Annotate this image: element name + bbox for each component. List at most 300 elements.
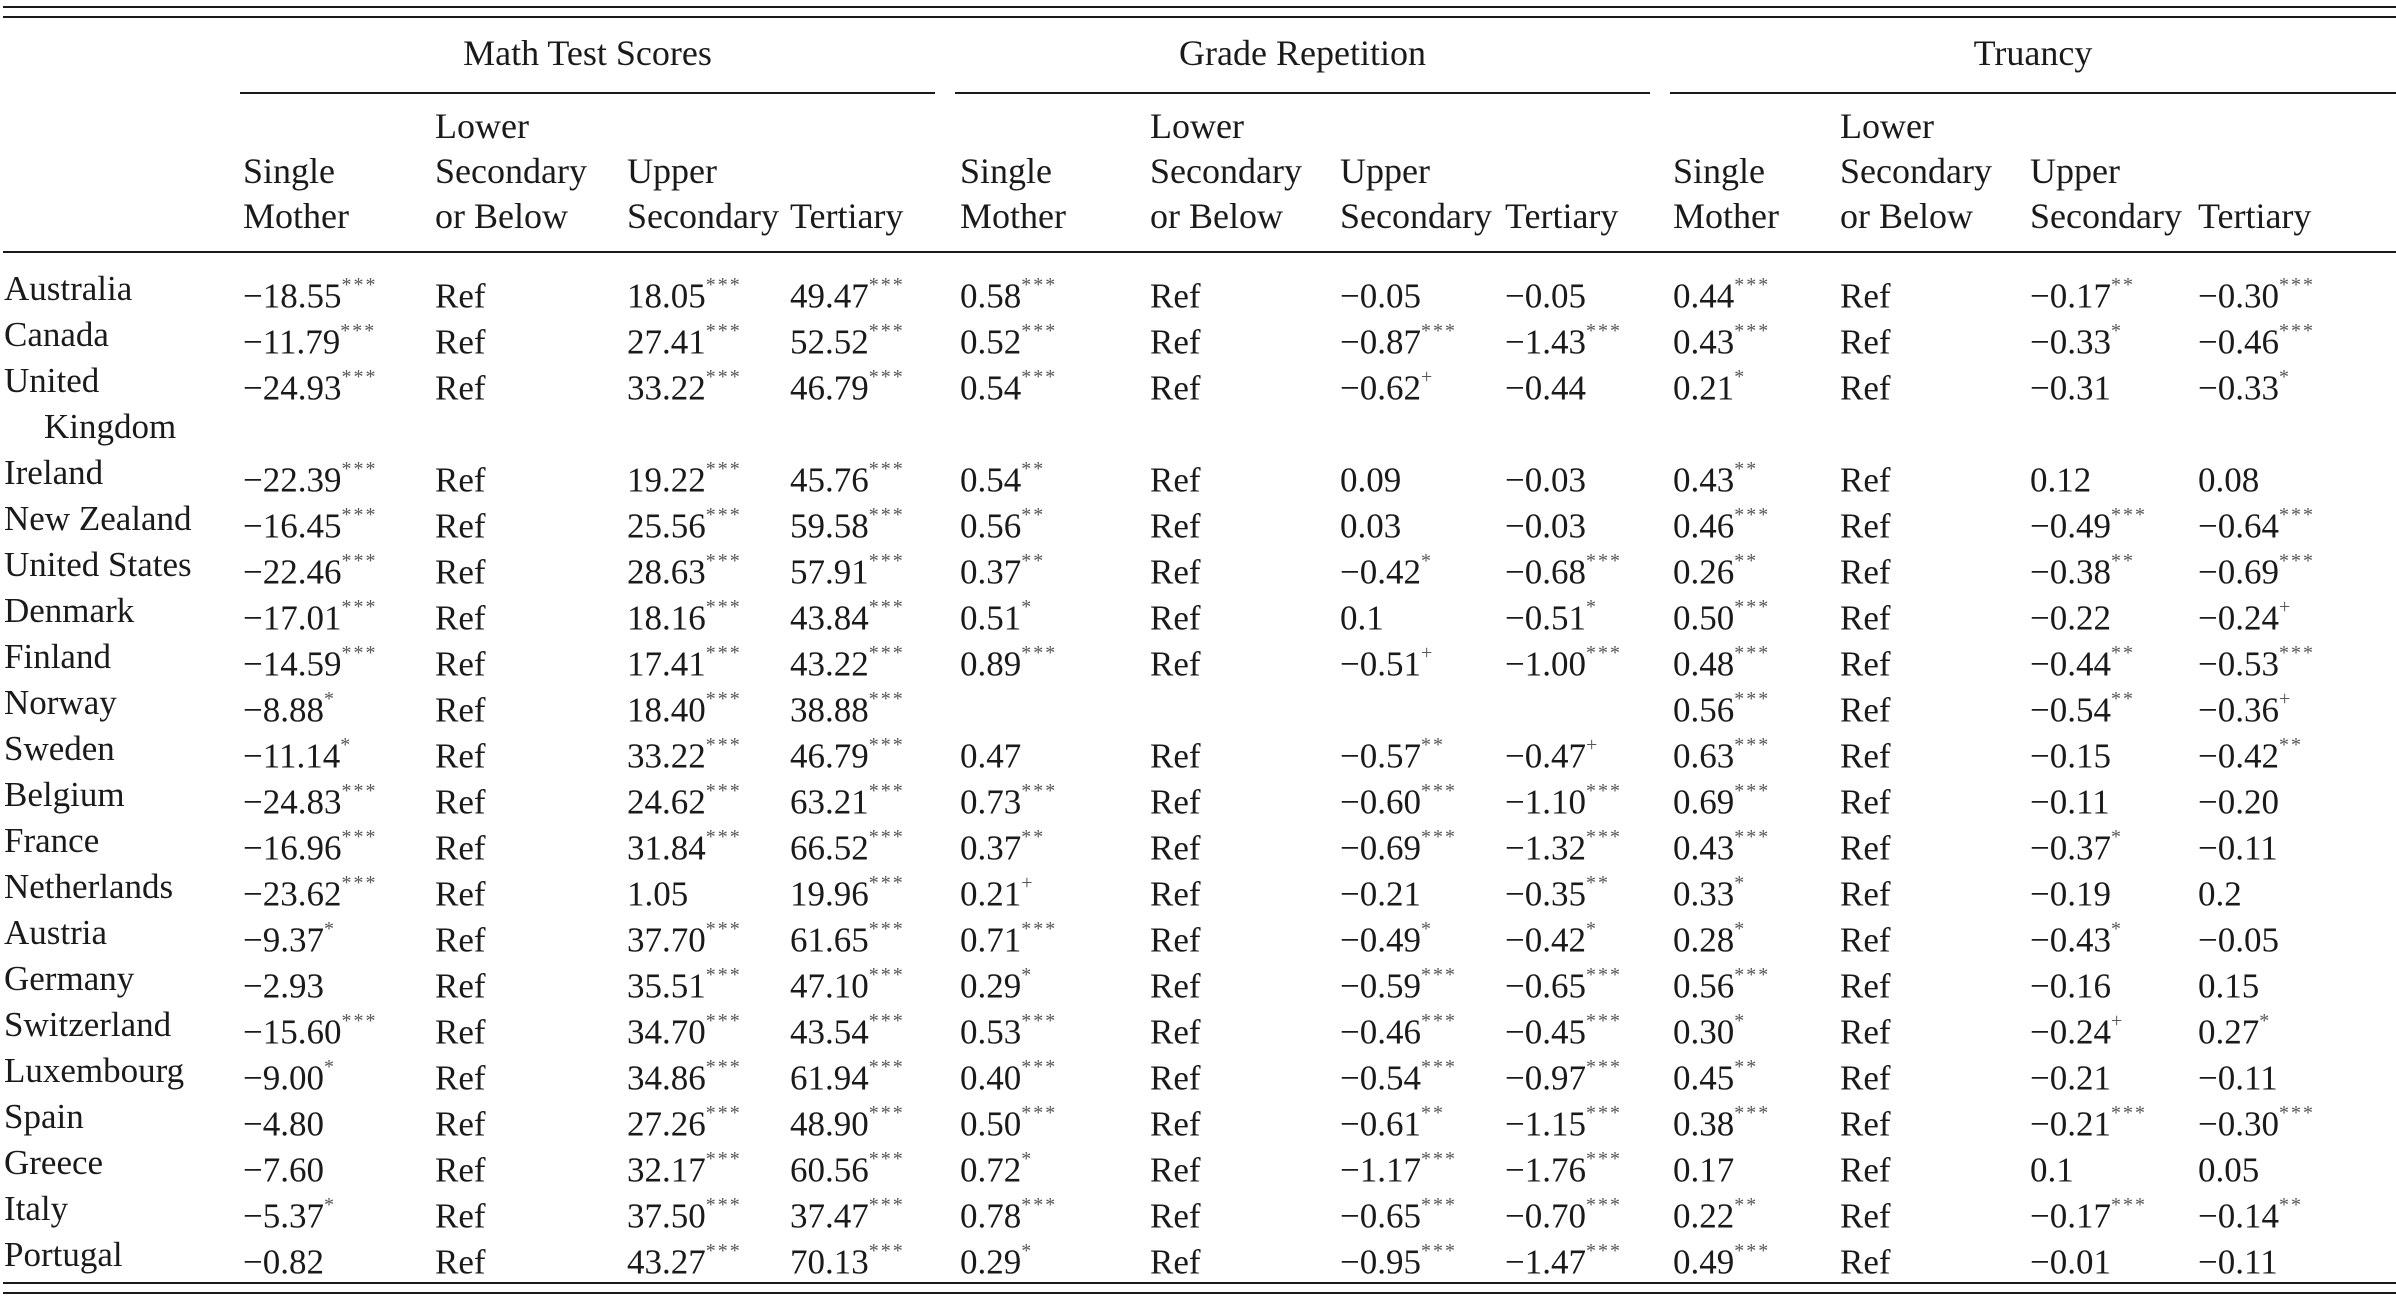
cell-g-tertiary xyxy=(1505,358,1586,412)
significance-marker: * xyxy=(340,734,353,756)
cell-value: Ref xyxy=(1840,552,1891,592)
cell-value: −0.14 xyxy=(2198,1196,2279,1236)
cell-value: −11.79 xyxy=(243,322,341,362)
cell-value: Ref xyxy=(435,920,486,960)
significance-marker: + xyxy=(1021,872,1035,894)
significance-marker: *** xyxy=(1734,274,1771,296)
cell-t-tertiary xyxy=(2198,1232,2278,1286)
cell-value: 0.37 xyxy=(960,828,1022,868)
country-label: Luxembourg xyxy=(4,1051,185,1090)
cell-value: Ref xyxy=(1840,368,1891,408)
significance-marker: *** xyxy=(705,826,742,848)
cell-value: 0.29 xyxy=(960,1242,1022,1282)
cell-value: Ref xyxy=(1150,1058,1201,1098)
significance-marker: *** xyxy=(1734,964,1771,986)
significance-marker: *** xyxy=(2279,274,2315,296)
cell-value: −0.21 xyxy=(2030,1104,2111,1144)
significance-marker: *** xyxy=(1586,780,1622,802)
significance-marker: ** xyxy=(1734,1194,1759,1216)
significance-marker: *** xyxy=(2279,642,2315,664)
cell-value: 0.78 xyxy=(960,1196,1022,1236)
significance-marker: *** xyxy=(1734,688,1771,710)
significance-marker: *** xyxy=(705,688,742,710)
cell-value: 0.89 xyxy=(960,644,1022,684)
cell-g-single-mother xyxy=(960,634,1057,688)
cell-value: −0.22 xyxy=(2030,598,2111,638)
significance-marker: *** xyxy=(1734,826,1771,848)
cell-value: Ref xyxy=(1150,644,1201,684)
cell-value: −0.82 xyxy=(243,1242,324,1282)
significance-marker: *** xyxy=(868,320,905,342)
significance-marker: * xyxy=(1021,1240,1034,1262)
significance-marker: *** xyxy=(868,688,905,710)
cell-t-lower-secondary xyxy=(1840,1232,1891,1286)
cell-value: −0.54 xyxy=(1340,1058,1421,1098)
cell-value: Ref xyxy=(1840,644,1891,684)
significance-marker: *** xyxy=(2279,1102,2315,1124)
country-label: Norway xyxy=(4,683,117,722)
cell-value: −0.51 xyxy=(1505,598,1586,638)
cell-value: Ref xyxy=(435,322,486,362)
cell-value: 0.49 xyxy=(1673,1242,1735,1282)
cell-value: −7.60 xyxy=(243,1150,324,1190)
significance-marker: *** xyxy=(1021,780,1058,802)
header-bottom-rule xyxy=(3,251,2396,253)
cell-value: 63.21 xyxy=(790,782,869,822)
significance-marker: *** xyxy=(705,366,742,388)
significance-marker: + xyxy=(1586,734,1600,756)
cell-value: 32.17 xyxy=(627,1150,706,1190)
significance-marker: *** xyxy=(1421,1010,1457,1032)
significance-marker: *** xyxy=(868,1102,905,1124)
significance-marker: *** xyxy=(341,642,378,664)
cell-value: 0.52 xyxy=(960,322,1022,362)
significance-marker: ** xyxy=(1734,1056,1759,1078)
cell-value: 25.56 xyxy=(627,506,706,546)
significance-marker: ** xyxy=(1734,458,1759,480)
country-label: Ireland xyxy=(4,453,104,492)
cell-value: 0.2 xyxy=(2198,874,2242,914)
country-label: Sweden xyxy=(4,729,115,768)
cell-value: Ref xyxy=(1840,920,1891,960)
cell-value: −0.46 xyxy=(1340,1012,1421,1052)
cell-value: −0.95 xyxy=(1340,1242,1421,1282)
cell-value: 43.22 xyxy=(790,644,869,684)
column-header-line: or Below xyxy=(435,196,568,236)
cell-value: −0.16 xyxy=(2030,966,2111,1006)
column-header-line: Tertiary xyxy=(790,196,904,236)
country-label: New Zealand xyxy=(4,499,192,538)
cell-value: −1.76 xyxy=(1505,1150,1586,1190)
significance-marker: *** xyxy=(705,1148,742,1170)
top-rule-1 xyxy=(3,6,2396,8)
cell-value: −0.33 xyxy=(2198,368,2279,408)
cell-value: −1.32 xyxy=(1505,828,1586,868)
significance-marker: *** xyxy=(868,642,905,664)
cell-value: 43.84 xyxy=(790,598,869,638)
column-header-line: Lower xyxy=(435,106,529,146)
group-title: Math Test Scores xyxy=(463,33,712,73)
column-header-line: Lower xyxy=(1150,106,1244,146)
cell-value: Ref xyxy=(1840,276,1891,316)
cell-value: 33.22 xyxy=(627,368,706,408)
significance-marker: *** xyxy=(2111,504,2147,526)
cell-value: Ref xyxy=(1840,1058,1891,1098)
cell-g-upper-secondary xyxy=(1340,634,1434,688)
group-underline xyxy=(955,92,1650,94)
significance-marker: *** xyxy=(2111,1102,2147,1124)
cell-value: Ref xyxy=(1150,828,1201,868)
significance-marker: *** xyxy=(705,596,742,618)
cell-value: Ref xyxy=(1840,874,1891,914)
significance-marker: *** xyxy=(341,458,378,480)
cell-value: Ref xyxy=(435,644,486,684)
column-header-single-mother xyxy=(243,149,349,239)
column-header-tertiary xyxy=(790,194,903,239)
column-header-line: Lower xyxy=(1840,106,1934,146)
country-label-line1: United xyxy=(4,361,100,400)
cell-value: −0.21 xyxy=(1340,874,1421,914)
cell-value: −22.46 xyxy=(243,552,342,592)
column-header-line: Upper xyxy=(2030,151,2120,191)
cell-value: −0.61 xyxy=(1340,1104,1421,1144)
significance-marker: *** xyxy=(1586,320,1622,342)
significance-marker: *** xyxy=(2279,504,2315,526)
significance-marker: *** xyxy=(868,596,905,618)
cell-value: Ref xyxy=(1840,966,1891,1006)
cell-value: 0.46 xyxy=(1673,506,1735,546)
cell-g-single-mother xyxy=(960,1232,1033,1286)
cell-value: 61.65 xyxy=(790,920,869,960)
cell-value: −0.11 xyxy=(2198,1242,2278,1282)
significance-marker: *** xyxy=(705,274,742,296)
cell-value: 45.76 xyxy=(790,460,869,500)
cell-value: −0.01 xyxy=(2030,1242,2111,1282)
cell-t-tertiary xyxy=(2198,358,2291,412)
cell-value: 0.51 xyxy=(960,598,1022,638)
cell-value: Ref xyxy=(435,874,486,914)
significance-marker: *** xyxy=(1734,504,1771,526)
significance-marker: *** xyxy=(1021,320,1058,342)
cell-value: 0.73 xyxy=(960,782,1022,822)
cell-value: −0.87 xyxy=(1340,322,1421,362)
cell-value: 0.12 xyxy=(2030,460,2092,500)
column-header-line: Single xyxy=(960,151,1053,191)
significance-marker: *** xyxy=(341,550,378,572)
cell-value: −1.10 xyxy=(1505,782,1586,822)
cell-value: −0.37 xyxy=(2030,828,2111,868)
cell-value: 0.21 xyxy=(960,874,1022,914)
cell-value: 0.45 xyxy=(1673,1058,1735,1098)
column-header-lower-secondary xyxy=(1840,104,1992,239)
significance-marker: *** xyxy=(2111,1194,2147,1216)
cell-value: −22.39 xyxy=(243,460,342,500)
significance-marker: * xyxy=(1734,918,1747,940)
significance-marker: *** xyxy=(1734,1240,1771,1262)
cell-value: −0.42 xyxy=(2198,736,2279,776)
significance-marker: *** xyxy=(1734,1102,1771,1124)
cell-value: 57.91 xyxy=(790,552,869,592)
cell-value: −0.05 xyxy=(1340,276,1421,316)
cell-value: Ref xyxy=(1150,1242,1201,1282)
cell-value: 34.70 xyxy=(627,1012,706,1052)
cell-value: −16.96 xyxy=(243,828,342,868)
cell-value: −0.97 xyxy=(1505,1058,1586,1098)
cell-value: Ref xyxy=(1150,920,1201,960)
cell-value: Ref xyxy=(1150,1196,1201,1236)
cell-value: −1.47 xyxy=(1505,1242,1586,1282)
cell-value: Ref xyxy=(1150,322,1201,362)
cell-value: −11.14 xyxy=(243,736,341,776)
column-header-line: Mother xyxy=(960,196,1066,236)
significance-marker: ** xyxy=(1021,504,1046,526)
significance-marker: *** xyxy=(341,504,378,526)
significance-marker: *** xyxy=(1421,1240,1457,1262)
significance-marker: *** xyxy=(868,550,905,572)
cell-value: 0.54 xyxy=(960,460,1022,500)
cell-value: −0.65 xyxy=(1340,1196,1421,1236)
cell-value: Ref xyxy=(1840,782,1891,822)
significance-marker: *** xyxy=(341,780,378,802)
significance-marker: *** xyxy=(1421,826,1457,848)
significance-marker: *** xyxy=(705,642,742,664)
cell-value: 0.69 xyxy=(1673,782,1735,822)
significance-marker: *** xyxy=(868,964,905,986)
significance-marker: * xyxy=(2111,320,2123,342)
cell-value: −5.37 xyxy=(243,1196,324,1236)
significance-marker: *** xyxy=(705,320,742,342)
cell-value: −0.21 xyxy=(2030,1058,2111,1098)
significance-marker: *** xyxy=(1421,1056,1457,1078)
cell-value: −0.69 xyxy=(2198,552,2279,592)
significance-marker: *** xyxy=(868,366,905,388)
significance-marker: * xyxy=(1421,918,1433,940)
significance-marker: *** xyxy=(1021,1194,1058,1216)
column-header-line: Secondary xyxy=(1150,151,1302,191)
cell-value: 66.52 xyxy=(790,828,869,868)
cell-value: 0.22 xyxy=(1673,1196,1735,1236)
significance-marker: *** xyxy=(705,734,742,756)
cell-value: −8.88 xyxy=(243,690,324,730)
significance-marker: *** xyxy=(1586,1056,1622,1078)
significance-marker: *** xyxy=(868,780,905,802)
significance-marker: *** xyxy=(868,918,905,940)
significance-marker: *** xyxy=(705,1056,742,1078)
significance-marker: *** xyxy=(868,1010,905,1032)
significance-marker: *** xyxy=(1421,780,1457,802)
cell-m-tertiary xyxy=(790,1232,905,1286)
significance-marker: *** xyxy=(341,826,378,848)
cell-value: −0.03 xyxy=(1505,460,1586,500)
country-label: Australia xyxy=(4,269,133,308)
significance-marker: *** xyxy=(705,1102,742,1124)
cell-value: 37.50 xyxy=(627,1196,706,1236)
cell-value: 47.10 xyxy=(790,966,869,1006)
column-header-line: Single xyxy=(243,151,336,191)
significance-marker: *** xyxy=(705,458,742,480)
cell-value: 60.56 xyxy=(790,1150,869,1190)
cell-value: −0.60 xyxy=(1340,782,1421,822)
significance-marker: *** xyxy=(341,1010,378,1032)
top-rule-2 xyxy=(3,16,2396,18)
significance-marker: *** xyxy=(1734,780,1771,802)
cell-value: −0.31 xyxy=(2030,368,2111,408)
significance-marker: * xyxy=(324,1194,336,1216)
cell-value: 34.86 xyxy=(627,1058,706,1098)
cell-value: −0.19 xyxy=(2030,874,2111,914)
cell-value: −14.59 xyxy=(243,644,342,684)
column-header-line: Single xyxy=(1673,151,1766,191)
cell-value: −0.11 xyxy=(2198,1058,2278,1098)
significance-marker: + xyxy=(2279,596,2293,618)
country-label: Greece xyxy=(4,1143,104,1182)
cell-value: −0.45 xyxy=(1505,1012,1586,1052)
cell-value: −0.11 xyxy=(2030,782,2110,822)
significance-marker: *** xyxy=(705,504,742,526)
country-label-line2: Kingdom xyxy=(44,407,177,446)
country-label: Portugal xyxy=(4,1235,123,1274)
cell-g-single-mother xyxy=(960,358,1057,412)
significance-marker: *** xyxy=(1586,1010,1622,1032)
cell-m-single-mother xyxy=(243,1232,324,1286)
cell-value: −23.62 xyxy=(243,874,342,914)
column-header-line: Mother xyxy=(243,196,349,236)
cell-value: Ref xyxy=(435,598,486,638)
significance-marker: ** xyxy=(1586,872,1610,894)
significance-marker: ** xyxy=(1734,550,1759,572)
cell-value: 0.71 xyxy=(960,920,1022,960)
cell-value: Ref xyxy=(435,368,486,408)
cell-value: Ref xyxy=(435,966,486,1006)
cell-value: Ref xyxy=(1840,1150,1891,1190)
significance-marker: *** xyxy=(1586,642,1622,664)
cell-value: Ref xyxy=(1840,460,1891,500)
column-header-upper-secondary xyxy=(627,149,779,239)
cell-value: Ref xyxy=(1840,1104,1891,1144)
cell-value: 0.58 xyxy=(960,276,1022,316)
cell-value: −0.17 xyxy=(2030,1196,2111,1236)
country-label: Canada xyxy=(4,315,109,354)
cell-value: −0.70 xyxy=(1505,1196,1586,1236)
cell-value: −9.37 xyxy=(243,920,324,960)
cell-t-upper-secondary xyxy=(2030,358,2111,412)
cell-value: Ref xyxy=(1150,1104,1201,1144)
significance-marker: *** xyxy=(341,596,378,618)
group-title: Truancy xyxy=(1973,33,2093,73)
significance-marker: *** xyxy=(868,1148,905,1170)
cell-value: 0.43 xyxy=(1673,322,1735,362)
cell-value: −1.00 xyxy=(1505,644,1586,684)
significance-marker: *** xyxy=(868,872,905,894)
cell-value: 0.1 xyxy=(1340,598,1384,638)
significance-marker: * xyxy=(2111,918,2123,940)
country-label: Switzerland xyxy=(4,1005,172,1044)
country-label: Denmark xyxy=(4,591,135,630)
cell-value: −0.15 xyxy=(2030,736,2111,776)
significance-marker: *** xyxy=(1421,1148,1457,1170)
significance-marker: *** xyxy=(340,320,377,342)
significance-marker: *** xyxy=(1586,550,1622,572)
significance-marker: *** xyxy=(1586,1240,1622,1262)
cell-value: 38.88 xyxy=(790,690,869,730)
cell-value: −0.68 xyxy=(1505,552,1586,592)
country-label: Germany xyxy=(4,959,135,998)
cell-value: −0.49 xyxy=(2030,506,2111,546)
cell-value: −1.43 xyxy=(1505,322,1586,362)
significance-marker: * xyxy=(1586,596,1598,618)
cell-value: Ref xyxy=(435,1242,486,1282)
cell-value: 0.48 xyxy=(1673,644,1735,684)
cell-value: −0.30 xyxy=(2198,276,2279,316)
significance-marker: *** xyxy=(705,780,742,802)
cell-value: 59.58 xyxy=(790,506,869,546)
cell-value: Ref xyxy=(1840,322,1891,362)
significance-marker: *** xyxy=(705,1010,742,1032)
significance-marker: * xyxy=(1734,1010,1747,1032)
significance-marker: *** xyxy=(1421,964,1457,986)
cell-value: 46.79 xyxy=(790,368,869,408)
column-header-line: Secondary xyxy=(1340,196,1492,236)
cell-value: −0.51 xyxy=(1340,644,1421,684)
cell-value: 0.27 xyxy=(2198,1012,2260,1052)
cell-value: 0.72 xyxy=(960,1150,1022,1190)
cell-value: Ref xyxy=(435,506,486,546)
cell-value: Ref xyxy=(435,736,486,776)
significance-marker: *** xyxy=(1021,1102,1058,1124)
country-label: Austria xyxy=(4,913,108,952)
cell-value: Ref xyxy=(1840,690,1891,730)
cell-value: 31.84 xyxy=(627,828,706,868)
cell-m-single-mother xyxy=(243,358,378,412)
cell-value: 0.38 xyxy=(1673,1104,1735,1144)
cell-value: 18.40 xyxy=(627,690,706,730)
significance-marker: *** xyxy=(1021,1010,1058,1032)
cell-value: Ref xyxy=(435,276,486,316)
cell-value: Ref xyxy=(435,782,486,822)
cell-value: Ref xyxy=(1150,1150,1201,1190)
cell-value: −0.47 xyxy=(1505,736,1586,776)
cell-value: Ref xyxy=(1840,506,1891,546)
cell-value: 35.51 xyxy=(627,966,706,1006)
significance-marker: * xyxy=(1734,872,1747,894)
significance-marker: * xyxy=(1734,366,1747,388)
cell-m-tertiary xyxy=(790,358,905,412)
column-header-tertiary xyxy=(2198,194,2311,239)
cell-value: Ref xyxy=(435,1196,486,1236)
cell-value: Ref xyxy=(1150,598,1201,638)
cell-value: 43.27 xyxy=(627,1242,706,1282)
significance-marker: *** xyxy=(868,1056,905,1078)
cell-value: 0.56 xyxy=(1673,690,1735,730)
significance-marker: * xyxy=(324,688,336,710)
cell-value: −0.57 xyxy=(1340,736,1421,776)
column-header-tertiary xyxy=(1505,194,1618,239)
cell-value: 0.17 xyxy=(1673,1150,1735,1190)
column-header-line: Mother xyxy=(1673,196,1779,236)
significance-marker: ** xyxy=(2279,734,2303,756)
cell-value: 17.41 xyxy=(627,644,706,684)
column-header-line: Secondary xyxy=(627,196,779,236)
cell-value: 18.16 xyxy=(627,598,706,638)
cell-t-single-mother xyxy=(1673,358,1746,412)
significance-marker: *** xyxy=(1021,918,1058,940)
cell-value: 0.56 xyxy=(960,506,1022,546)
cell-value: −24.93 xyxy=(243,368,342,408)
cell-value: Ref xyxy=(1840,1012,1891,1052)
significance-marker: + xyxy=(1421,366,1435,388)
cell-value: 24.62 xyxy=(627,782,706,822)
cell-value: −0.20 xyxy=(2198,782,2279,822)
